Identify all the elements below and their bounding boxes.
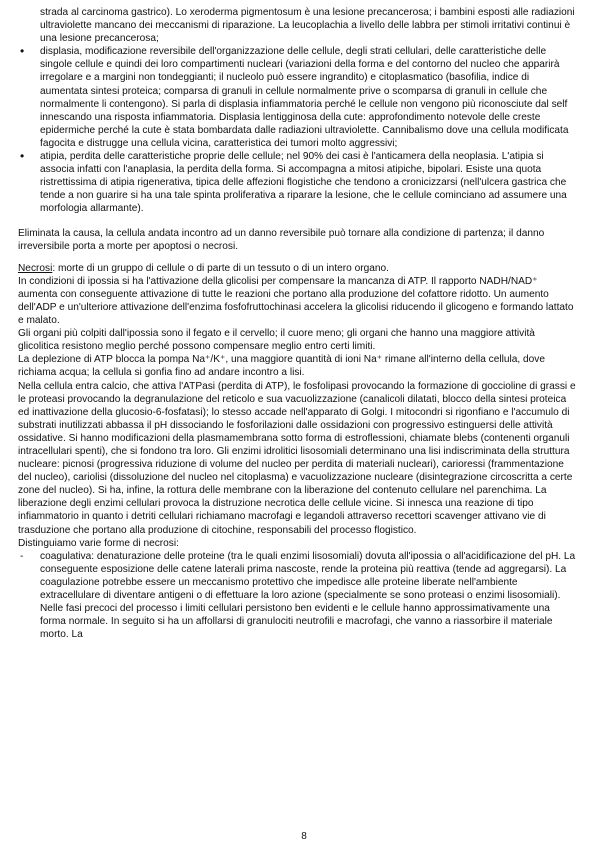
page-number: 8 bbox=[301, 831, 307, 842]
necrosis-definition bbox=[18, 262, 578, 275]
conclusion-paragraph: Eliminata la causa, la cellula andata incontro ad un danno reversibile può tornare alla condizione di partenza; il danno irreversibile porta a morte per apoptosi o necrosi. bbox=[18, 227, 545, 252]
necrosis-definition-text: : morte di un gruppo di cellule o di parte di un tessuto o di un intero organo. bbox=[52, 262, 389, 274]
necrosis-term: Necrosi bbox=[18, 262, 53, 274]
necrosis-forms-list bbox=[18, 550, 578, 642]
necrosis-form-coagulativa: - coagulativa: denaturazione delle proteine (tra le quali enzimi lisosomiali) dovuta all'ipossia o all'acidificazione del pH. La conseguente esposizione delle catene laterali prima nascoste, rende la proteina più reattiva (tende ad aggregarsi). La coagulazione potrebbe essere un meccanismo protettivo che impedisce alle proteine liberate nell'ambiente extracellulare di diventare antigeni o di effettuare la loro azione (specialmente se sono proteasi o enzimi lisosomiali). Nelle fasi precoci del processo i limiti cellulari persistono ben evidenti e le cellule hanno approssimativamente una forma normale. In seguito si ha un affollarsi di granulociti neutrofili e macrofagi, che vanno a riassorbire il materiale morto. La bbox=[18, 550, 578, 642]
bullet-atipia: • atipia, perdita delle caratteristiche proprie delle cellule; nel 90% dei casi è l'anticamera della neoplasia. L'atipia si associa infatti con l'anaplasia, la perdita della forma. Si accompagna a mitosi atipiche, bipolari. Esiste una quota ristrettissima di atipia rigenerativa, tipica delle affezioni flogistiche che tendono a cronicizzarsi (nell'ulcera gastrica che tende a non guarire si ha una tale spinta proliferativa a riparare la lesione, che le cellule cominciano ad assumere una morfologia allarmante). bbox=[18, 150, 578, 215]
paragraph-hypoxia: In condizioni di ipossia si ha l'attivazione della glicolisi per compensare la mancanza di ATP. Il rapporto NADH/NAD⁺ aumenta con conseguente attivazione di tutte le reazioni che portano alla produzione del cofattore ridotto. Un aumento dell'ADP e un'ulteriore attivazione dell'enzima fosfofruttochinasi accelera la glicolisi riducendo il glicogeno e formando lattato e malato. bbox=[18, 275, 574, 327]
paragraph-organs: Gli organi più colpiti dall'ipossia sono il fegato e il cervello; il cuore meno; gli organi che hanno una maggiore attività glicolitica resistono meglio perché possono compensare meglio entro certi limiti. bbox=[18, 328, 535, 353]
paragraph-forms-intro: Distinguiamo varie forme di necrosi: bbox=[18, 537, 179, 549]
bullet-displasia: • displasia, modificazione reversibile dell'organizzazione delle cellule, degli strati cellulari, delle caratteristiche delle singole cellule e quindi dei loro compartimenti nucleari (variazioni della forma e del contorno del nucleo che apparirà irregolare e a margini non tondeggianti; il nucleolo può essere ingrandito) e citoplasmatico (basofilia, indice di aumentata sintesi proteica; comparsa di granuli in cellule normalmente prive o scomparsa di granuli in cellule che normalmente li contengono). Si parla di displasia infiammatoria perché le cellule non vengono più riconosciute dal self innescando una risposta infiammatoria. Displasia lentigginosa della cute: approfondimento notevole delle creste epidermiche perché la cute è stata bombardata dalle radiazioni ultraviolette. Cannibalismo dove una cellula modificata fagocita e distrugge una cellula vicina, caratteristica dei tumori molto aggressivi; bbox=[18, 45, 578, 150]
paragraph-atp-depletion: La deplezione di ATP blocca la pompa Na⁺/K⁺, una maggiore quantità di ioni Na⁺ rimane all'interno della cellula, dove richiama acqua; la cellula si gonfia fino ad andare incontro a lisi. bbox=[18, 354, 545, 379]
bullet-list bbox=[18, 45, 578, 215]
continuation-paragraph: strada al carcinoma gastrico). Lo xeroderma pigmentosum è una lesione precancerosa; i bambini esposti alle radiazioni ultraviolette mancano dei meccanismi di riparazione. La leucoplachia a livello delle labbra per stimoli irritativi continui è una lesione precancerosa; bbox=[40, 7, 575, 45]
paragraph-calcium: Nella cellula entra calcio, che attiva l'ATPasi (perdita di ATP), le fosfolipasi provocando la formazione di goccioline di grassi e le proteasi provocando la degranulazione del reticolo e sua vacuolizzazione (canalicoli dilatati, blocco della sintesi proteica ed inattivazione della glucosio-6-fosfatasi); lo stesso accade nell'apparato di Golgi. I mitocondri si rigonfiano e l'accumulo di substrati inutilizzati abbassa il pH dissociando le fosforilazioni dalle ossidazioni con progressivo estinguersi delle attività ossidative. Si hanno modificazioni della plasmamembrana sotto forma di estroflessioni, chiamate blebs (contenenti organuli intracellulari spenti), che si fondono tra loro. Gli enzimi idrolitici lisosomiali determinano una lisi indiscriminata della struttura nucleare: picnosi (progressiva riduzione di volume del nucleo per perdita di materiali nucleari), carioressi (frammentazione del nucleo), cariolisi (dissoluzione del nucleo nel citoplasma) e vacuolizzazione nucleare (disintegrazione circoscritta a certe zone del nucleo). Si ha, infine, la rottura delle membrane con la liberazione del contenuto cellulare nel parenchima. La liberazione degli enzimi cellulari provoca la distruzione necrotica delle cellule vicine. Si innesca una reazione di tipo infiammatorio in quanto i detriti cellulari richiamano macrofagi e legandoli attraverso recettori scavenger attivano vie di trasduzione che portano alla produzione di citochine, responsabili del processo flogistico. bbox=[18, 380, 576, 536]
